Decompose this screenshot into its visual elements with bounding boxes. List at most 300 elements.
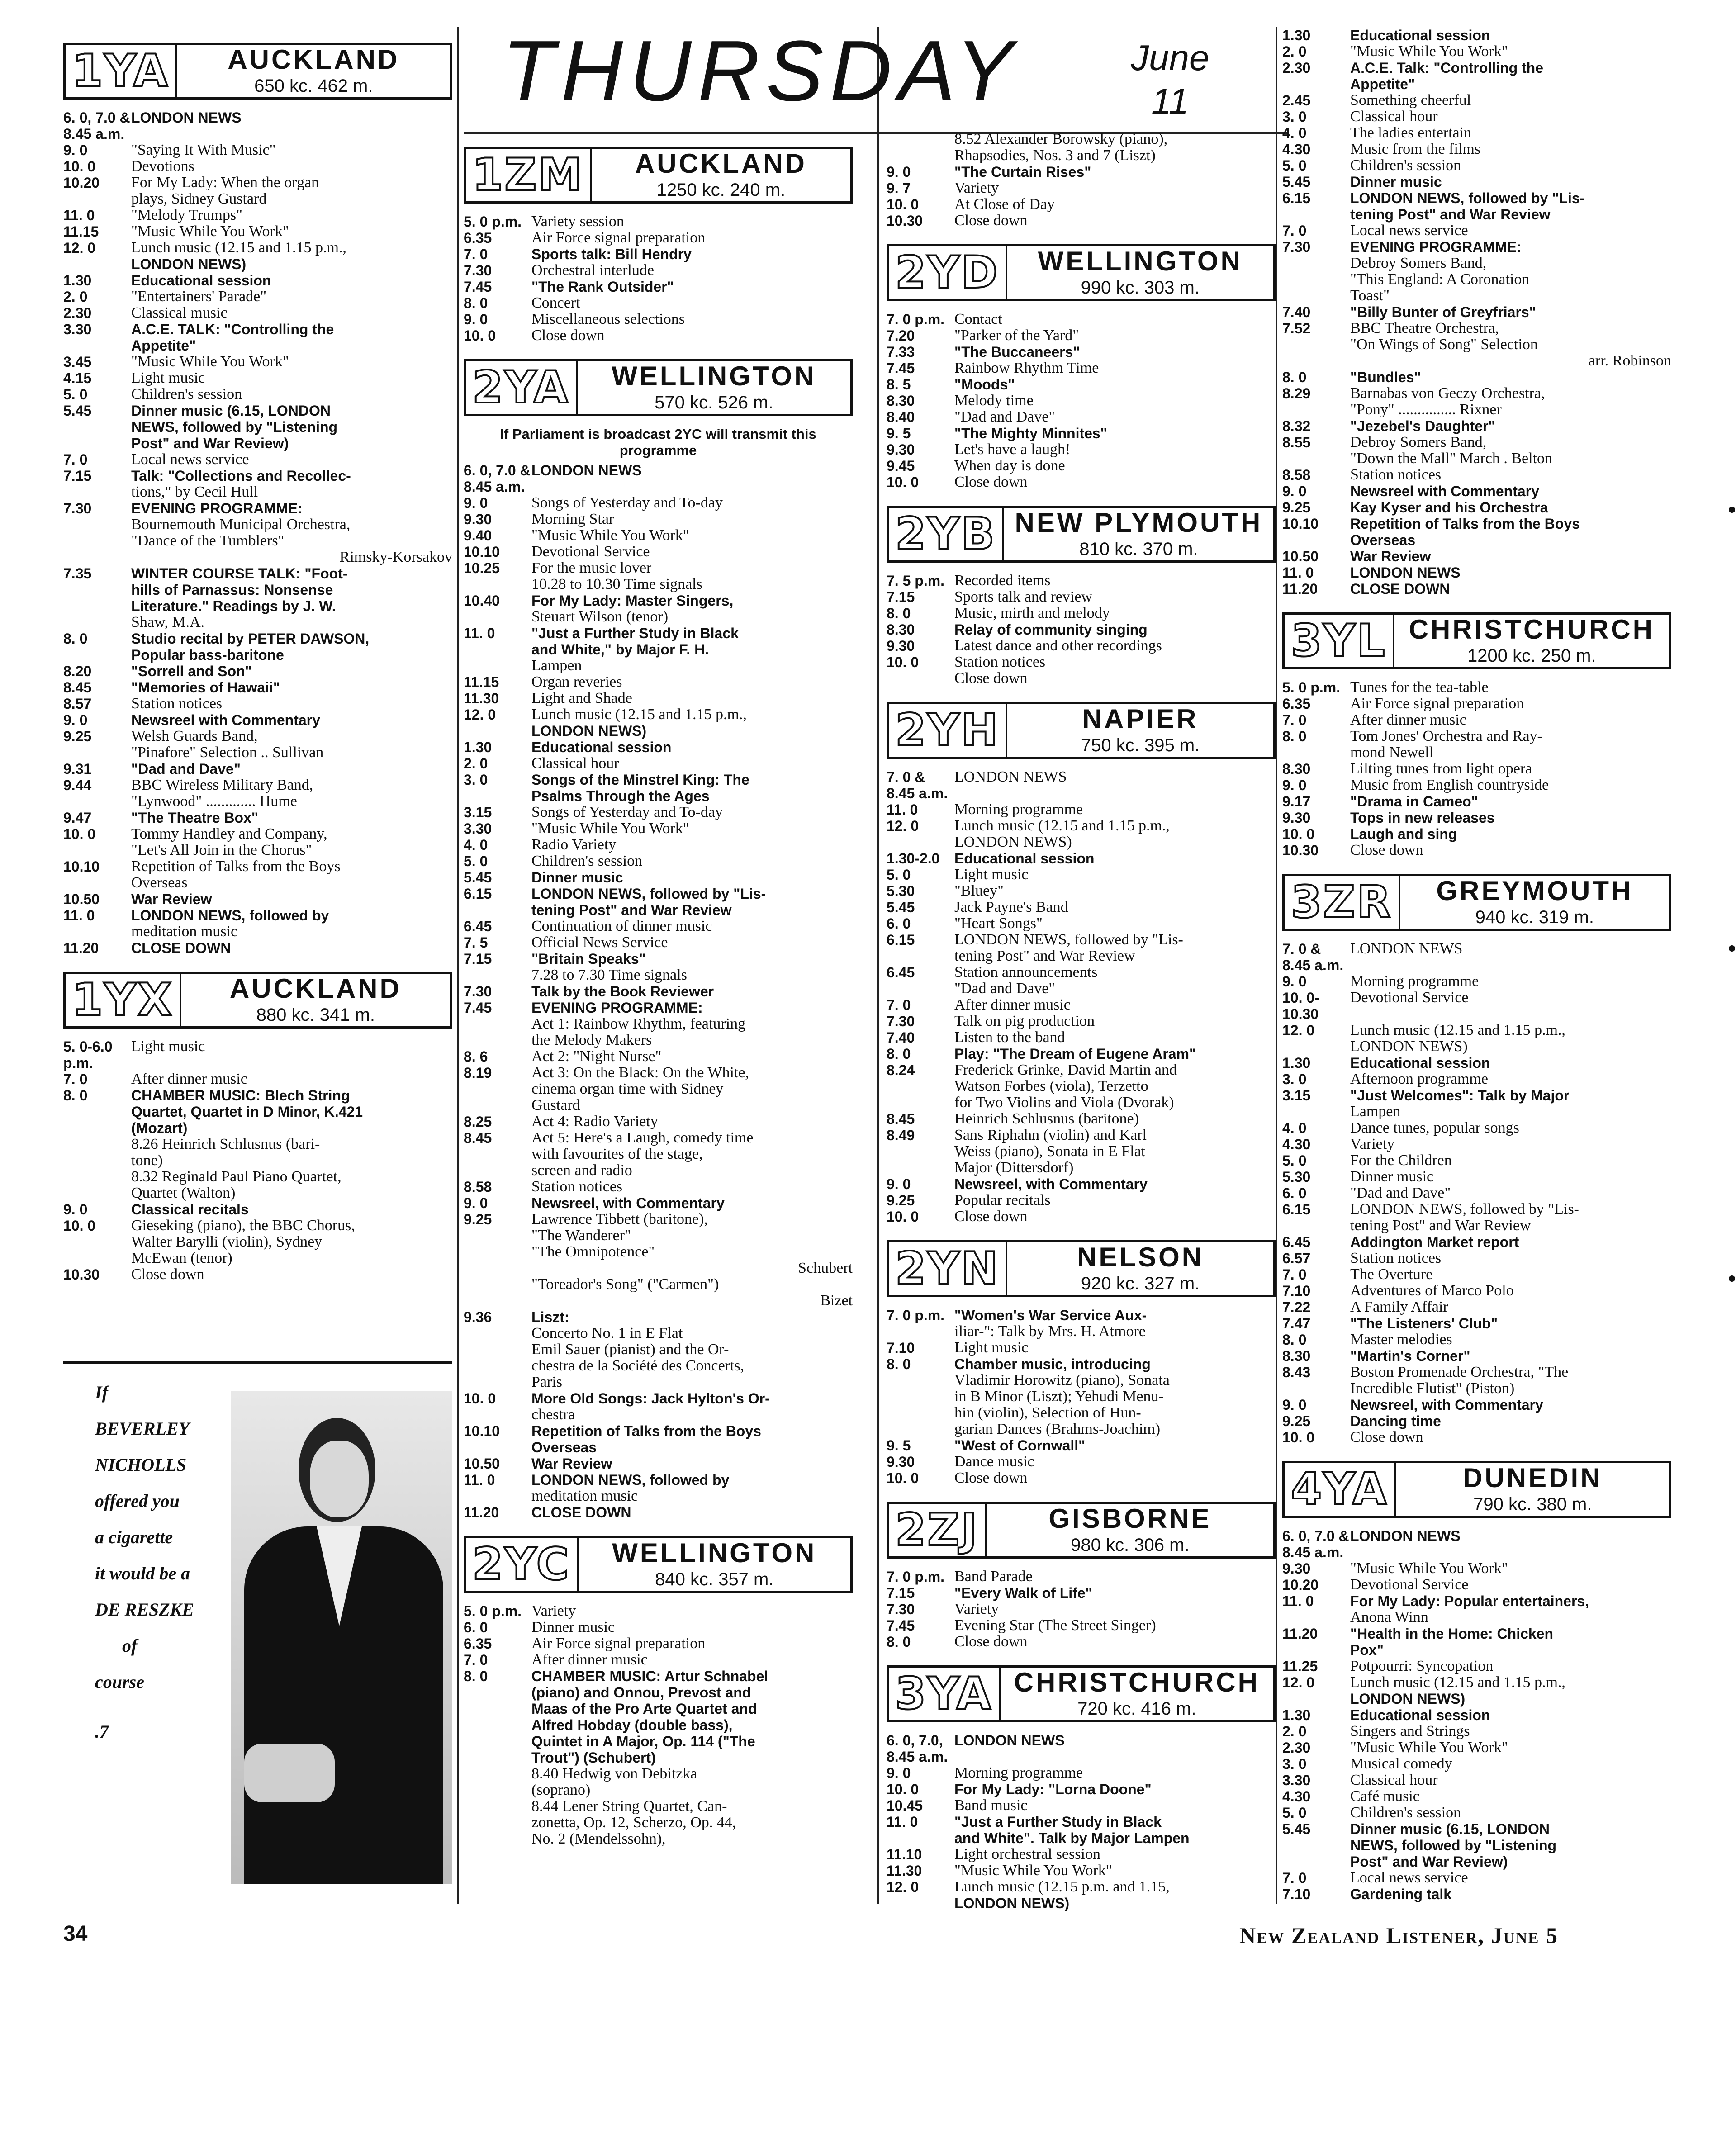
programme-item: "Lynwood" ............. Hume bbox=[131, 793, 297, 810]
programme-item: "Melody Trumps" bbox=[131, 207, 242, 223]
programme-item: Talk on pig production bbox=[954, 1013, 1095, 1029]
programme-row bbox=[887, 1634, 1276, 1650]
programme-row bbox=[464, 934, 853, 951]
programme-row bbox=[887, 1127, 1276, 1143]
programme-row bbox=[1282, 761, 1671, 777]
programme-item: Act 2: "Night Nurse" bbox=[531, 1048, 662, 1065]
programme-continuation bbox=[954, 1143, 1276, 1160]
programme-item: Toast" bbox=[1350, 287, 1390, 304]
programme-item: Close down bbox=[954, 1633, 1028, 1650]
programme-item: "Every Walk of Life" bbox=[954, 1585, 1092, 1601]
programme-item: Dinner music (6.15, LONDON bbox=[1350, 1821, 1550, 1837]
programme-row bbox=[63, 777, 452, 793]
programme-time: 12. 0 bbox=[887, 818, 919, 834]
programme-row bbox=[1282, 777, 1671, 793]
programme-time: 11. 0 bbox=[63, 907, 95, 924]
programme-item: Repetition of Talks from the Boys bbox=[131, 858, 341, 875]
programme-row bbox=[464, 706, 853, 723]
programme-item: War Review bbox=[1350, 548, 1431, 564]
programme-row bbox=[1282, 990, 1671, 1022]
programme-time: 10.40 bbox=[464, 593, 500, 609]
programme-row bbox=[63, 175, 452, 191]
programme-row bbox=[63, 696, 452, 712]
programme-item: Tom Jones' Orchestra and Ray- bbox=[1350, 728, 1542, 744]
station-frequency: 750 kc. 395 m. bbox=[1081, 735, 1200, 755]
programme-item: LONDON NEWS) bbox=[954, 834, 1072, 850]
programme-row bbox=[1282, 1397, 1671, 1413]
programme-row bbox=[887, 1046, 1276, 1062]
programme-item: Concert bbox=[531, 294, 580, 311]
programme-item: LONDON NEWS) bbox=[531, 723, 647, 739]
programme-item: Dinner music (6.15, LONDON bbox=[131, 403, 331, 419]
programme-row bbox=[1282, 174, 1671, 190]
station-info bbox=[1007, 248, 1274, 298]
page-date bbox=[1131, 36, 1209, 123]
programme-row bbox=[1282, 1429, 1671, 1446]
station-callsign: 3YL bbox=[1285, 615, 1394, 667]
programme-item: Gardening talk bbox=[1350, 1886, 1452, 1902]
programme-time: 7.30 bbox=[1282, 239, 1311, 255]
programme-item: Children's session bbox=[1350, 1804, 1461, 1821]
programme-time: 9. 0 bbox=[63, 1201, 88, 1218]
station-frequency: 990 kc. 303 m. bbox=[1081, 277, 1200, 298]
programme-continuation bbox=[531, 1815, 853, 1831]
programme-item: and White". Talk by Major Lampen bbox=[954, 1830, 1190, 1846]
programme-item: "Pony" ............... Rixner bbox=[1350, 401, 1502, 418]
programme-item: Air Force signal preparation bbox=[531, 1635, 706, 1652]
programme-composer bbox=[1282, 353, 1671, 369]
scan-mark bbox=[1729, 945, 1735, 952]
programme-time: 8.58 bbox=[464, 1179, 492, 1195]
programme-row bbox=[464, 853, 853, 869]
programme-item: Devotional Service bbox=[531, 543, 650, 560]
programme-item: Morning programme bbox=[1350, 973, 1479, 990]
programme-row bbox=[1282, 1234, 1671, 1250]
programme-row bbox=[63, 826, 452, 842]
programme-time: 9.30 bbox=[887, 638, 915, 654]
station-city: NELSON bbox=[1077, 1242, 1204, 1272]
programme-time: 9.31 bbox=[63, 761, 92, 777]
programme-item: LONDON NEWS, followed by bbox=[531, 1472, 730, 1488]
programme-row bbox=[464, 1390, 853, 1407]
programme-row bbox=[464, 262, 853, 279]
programme-item: Music from English countryside bbox=[1350, 777, 1549, 793]
programme-item: Singers and Strings bbox=[1350, 1723, 1470, 1740]
programme-continuation bbox=[531, 1749, 853, 1766]
programme-item: Devotional Service bbox=[1350, 989, 1469, 1006]
programme-row bbox=[63, 207, 452, 223]
programme-item: Dinner music bbox=[531, 869, 623, 886]
programme-item: Alfred Hobday (double bass), bbox=[531, 1717, 733, 1733]
programme-row bbox=[1282, 418, 1671, 434]
programme-item: Anona Winn bbox=[1350, 1609, 1428, 1626]
programme-row bbox=[1282, 810, 1671, 826]
programme-time: 10. 0 bbox=[464, 327, 496, 344]
programme-item: meditation music bbox=[131, 923, 238, 940]
programme-composer bbox=[464, 1260, 853, 1276]
programme-continuation bbox=[531, 1439, 853, 1455]
programme-item: for Two Violins and Viola (Dvorak) bbox=[954, 1094, 1174, 1111]
programme-continuation bbox=[131, 1152, 452, 1169]
programme-item: Local news service bbox=[1350, 1869, 1468, 1886]
programme-item: Band music bbox=[954, 1797, 1028, 1814]
programme-item: Recorded items bbox=[954, 572, 1051, 589]
programme-row bbox=[464, 1472, 853, 1488]
programme-item: 8.26 Heinrich Schlusnus (bari- bbox=[131, 1136, 320, 1152]
programme-item: Dinner music bbox=[1350, 174, 1442, 190]
programme-time: 8.57 bbox=[63, 696, 92, 712]
programme-item: More Old Songs: Jack Hylton's Or- bbox=[531, 1390, 770, 1407]
programme-time: 7.35 bbox=[63, 565, 92, 582]
programme-time: 10. 0 bbox=[63, 826, 96, 842]
programme-continuation bbox=[954, 1895, 1276, 1911]
programme-time: 6. 0 bbox=[1282, 1185, 1307, 1201]
programme-time: 8.43 bbox=[1282, 1364, 1311, 1380]
programme-item: LONDON NEWS, followed by "Lis- bbox=[954, 931, 1183, 948]
programme-item: 8.44 Lener String Quartet, Can- bbox=[531, 1798, 727, 1815]
programme-time: 9. 0 bbox=[63, 712, 88, 728]
station-city: GISBORNE bbox=[1048, 1503, 1212, 1534]
programme-item: When day is done bbox=[954, 457, 1065, 474]
programme-time: 8.20 bbox=[63, 663, 92, 679]
programme-continuation bbox=[131, 256, 452, 272]
programme-item: Radio Variety bbox=[531, 836, 617, 853]
programme-time: 7.10 bbox=[1282, 1886, 1311, 1902]
programme-time: 7.10 bbox=[887, 1340, 915, 1356]
programme-time: 5.45 bbox=[887, 899, 915, 915]
station-frequency: 570 kc. 526 m. bbox=[655, 392, 773, 412]
station-logo bbox=[1282, 1461, 1671, 1518]
programme-item: Lunch music (12.15 p.m. and 1.15, bbox=[954, 1878, 1170, 1895]
programme-item: Jack Payne's Band bbox=[954, 899, 1068, 915]
programme-item: Heinrich Schlusnus (baritone) bbox=[954, 1110, 1139, 1127]
programme-row bbox=[887, 654, 1276, 670]
programme-row bbox=[63, 386, 452, 403]
programme-item: LONDON NEWS, followed by "Lis- bbox=[1350, 190, 1585, 206]
programme-row bbox=[464, 772, 853, 788]
programme-continuation bbox=[1350, 1218, 1671, 1234]
programme-item: (piano) and Onnou, Prevost and bbox=[531, 1684, 751, 1701]
station-info bbox=[1007, 1244, 1273, 1294]
programme-row bbox=[887, 344, 1276, 360]
programme-row bbox=[63, 810, 452, 826]
programme-item: Tunes for the tea-table bbox=[1350, 679, 1489, 696]
programme-time: 1.30 bbox=[1282, 27, 1311, 43]
programme-time: 9. 0 bbox=[887, 164, 911, 180]
programme-item: Songs of Yesterday and To-day bbox=[531, 494, 723, 511]
programme-row bbox=[1282, 223, 1671, 239]
programme-item: tone) bbox=[131, 1152, 163, 1169]
programme-row bbox=[464, 1065, 853, 1081]
station-info bbox=[1400, 877, 1669, 928]
programme-item: Overseas bbox=[131, 874, 188, 891]
programme-item: Close down bbox=[954, 1208, 1028, 1225]
programme-item: "Let's All Join in the Chorus" bbox=[131, 842, 312, 858]
programme-item: chestra bbox=[531, 1406, 575, 1423]
programme-row bbox=[464, 462, 853, 495]
programme-row bbox=[63, 354, 452, 370]
programme-continuation bbox=[954, 1078, 1276, 1095]
programme-row bbox=[1282, 1201, 1671, 1218]
programme-item: cinema organ time with Sidney bbox=[531, 1081, 724, 1097]
programme-item: "On Wings of Song" Selection bbox=[1350, 336, 1538, 353]
programme-time: 9.30 bbox=[887, 1454, 915, 1470]
programme-item: Tops in new releases bbox=[1350, 810, 1495, 826]
programme-item: Sans Riphahn (violin) and Karl bbox=[954, 1127, 1147, 1143]
programme-item: Light music bbox=[131, 370, 205, 386]
programme-time: 10.20 bbox=[1282, 1577, 1319, 1593]
programme-row bbox=[63, 500, 452, 517]
programme-time: 9. 0 bbox=[887, 1765, 911, 1781]
programme-time: 9.25 bbox=[1282, 1413, 1311, 1429]
programme-row bbox=[464, 1619, 853, 1635]
programme-time: 7.15 bbox=[887, 1585, 915, 1601]
programme-row bbox=[1282, 385, 1671, 402]
programme-continuation bbox=[1350, 532, 1671, 548]
programme-row bbox=[887, 458, 1276, 474]
programme-item: CLOSE DOWN bbox=[131, 940, 231, 956]
programme-item: Dance music bbox=[954, 1453, 1034, 1470]
programme-row bbox=[1282, 581, 1671, 597]
programme-time: 8. 0 bbox=[1282, 728, 1307, 744]
programme-row bbox=[63, 289, 452, 305]
programme-item: LONDON NEWS bbox=[531, 462, 642, 479]
programme-item: Something cheerful bbox=[1350, 92, 1471, 109]
programme-item: Laugh and sing bbox=[1350, 826, 1457, 842]
programme-time: 7. 0 bbox=[1282, 1870, 1307, 1886]
station-callsign: 3ZR bbox=[1285, 876, 1400, 929]
programme-time: 8.25 bbox=[464, 1114, 492, 1130]
programme-continuation bbox=[131, 517, 452, 533]
programme-time: 1.30 bbox=[1282, 1055, 1311, 1071]
station-frequency: 980 kc. 306 m. bbox=[1071, 1535, 1190, 1555]
programme-time: 7.30 bbox=[63, 500, 92, 517]
programme-time: 6. 0 bbox=[887, 915, 911, 932]
programme-time: 6. 0, 7.0 & 8.45 a.m. bbox=[1282, 1528, 1349, 1560]
programme-row bbox=[887, 425, 1276, 441]
programme-row bbox=[63, 158, 452, 175]
column-1 bbox=[63, 27, 452, 1283]
programme-time: 7.15 bbox=[887, 589, 915, 605]
programme-item: "The Omnipotence" bbox=[531, 1243, 655, 1260]
programme-time: 5.30 bbox=[887, 883, 915, 899]
programme-time: 7. 0 bbox=[464, 246, 488, 262]
programme-row bbox=[1282, 1870, 1671, 1886]
programme-continuation bbox=[531, 1276, 853, 1293]
programme-item: 8.32 Reginald Paul Piano Quartet, bbox=[131, 1168, 342, 1185]
programme-row bbox=[1282, 125, 1671, 141]
programme-row bbox=[887, 883, 1276, 899]
programme-row bbox=[464, 837, 853, 853]
station-frequency: 810 kc. 370 m. bbox=[1079, 539, 1198, 559]
programme-item: "Toreador's Song" ("Carmen") bbox=[531, 1276, 719, 1293]
programme-row bbox=[464, 755, 853, 772]
programme-row bbox=[887, 1111, 1276, 1127]
programme-item: "Health in the Home: Chicken bbox=[1350, 1626, 1554, 1642]
programme-row bbox=[464, 1211, 853, 1228]
programme-row bbox=[464, 560, 853, 576]
programme-item: Lunch music (12.15 and 1.15 p.m., bbox=[531, 706, 747, 723]
programme-time: 9. 5 bbox=[887, 425, 911, 441]
programme-continuation bbox=[531, 1766, 853, 1782]
programme-item: Welsh Guards Band, bbox=[131, 728, 258, 744]
programme-row bbox=[887, 180, 1276, 196]
station-city: NEW PLYMOUTH bbox=[1015, 507, 1263, 538]
programme-item: "Music While You Work" bbox=[1350, 43, 1508, 60]
programme-continuation bbox=[131, 1169, 452, 1185]
programme-time: 10.30 bbox=[63, 1266, 100, 1283]
programme-continuation bbox=[1350, 1853, 1671, 1870]
programme-row bbox=[1282, 1626, 1671, 1642]
programme-continuation bbox=[131, 1104, 452, 1120]
programme-row bbox=[464, 820, 853, 837]
programme-time: 6.15 bbox=[464, 886, 492, 902]
programme-item: CHAMBER MUSIC: Blech String bbox=[131, 1087, 350, 1104]
station-frequency: 720 kc. 416 m. bbox=[1077, 1698, 1196, 1719]
programme-item: mond Newell bbox=[1350, 744, 1434, 761]
programme-item: EVENING PROGRAMME: bbox=[131, 500, 303, 517]
programme-row bbox=[1282, 1152, 1671, 1169]
programme-time: 8.30 bbox=[887, 393, 915, 409]
station-frequency: 880 kc. 341 m. bbox=[256, 1005, 375, 1025]
programme-row bbox=[63, 858, 452, 875]
programme-item: 8.40 Hedwig von Debitzka bbox=[531, 1765, 697, 1782]
programme-time: 7. 0 & 8.45 a.m. bbox=[1282, 941, 1344, 973]
programme-item: (soprano) bbox=[531, 1782, 591, 1798]
programme-item: "Pinafore" Selection .. Sullivan bbox=[131, 744, 324, 761]
programme-continuation bbox=[131, 842, 452, 858]
programme-item: Classical recitals bbox=[131, 1201, 249, 1218]
programme-time: 8.55 bbox=[1282, 434, 1311, 450]
programme-row bbox=[464, 1048, 853, 1065]
advert-line: it would be a bbox=[95, 1563, 190, 1583]
programme-row bbox=[887, 1029, 1276, 1046]
programme-time: 7.10 bbox=[1282, 1283, 1311, 1299]
programme-time: 8.29 bbox=[1282, 385, 1311, 402]
programme-item: Children's session bbox=[531, 853, 643, 869]
programme-row bbox=[1282, 434, 1671, 450]
programme-time: 11.20 bbox=[63, 940, 99, 956]
page-title: THURSDAY bbox=[502, 23, 1019, 119]
programme-item: War Review bbox=[131, 891, 212, 907]
programme-row bbox=[1282, 712, 1671, 728]
programme-time: 10. 0 bbox=[464, 1390, 496, 1407]
programme-row bbox=[63, 891, 452, 907]
programme-row bbox=[1282, 60, 1671, 76]
station-info bbox=[579, 1537, 850, 1590]
programme-time: 8.30 bbox=[1282, 761, 1311, 777]
programme-item: Educational session bbox=[1350, 1055, 1490, 1071]
composer-name: Rimsky-Korsakov bbox=[339, 549, 452, 565]
programme-row bbox=[464, 279, 853, 295]
programme-item: Classical music bbox=[131, 304, 228, 321]
programme-row bbox=[887, 1765, 1276, 1781]
programme-row bbox=[63, 761, 452, 777]
programme-row bbox=[464, 295, 853, 311]
programme-item: screen and radio bbox=[531, 1162, 632, 1179]
programme-item: "Dad and Dave" bbox=[954, 980, 1055, 997]
masthead: New Zealand Listener, June 5 bbox=[1239, 1923, 1559, 1948]
programme-row bbox=[887, 1601, 1276, 1617]
programme-item: "This England: A Coronation bbox=[1350, 271, 1530, 288]
programme-item: "Dance of the Tumblers" bbox=[131, 532, 285, 549]
programme-item: (Mozart) bbox=[131, 1120, 188, 1136]
programme-item: "The Theatre Box" bbox=[131, 810, 259, 826]
programme-item: Act 1: Rainbow Rhythm, featuring bbox=[531, 1015, 746, 1032]
programme-item: For My Lady: Popular entertainers, bbox=[1350, 1593, 1589, 1609]
programme-row bbox=[1282, 141, 1671, 157]
programme-item: Debroy Somers Band, bbox=[1350, 255, 1487, 271]
programme-item: Shaw, M.A. bbox=[131, 614, 205, 630]
programme-item: "Heart Songs" bbox=[954, 915, 1043, 932]
programme-item: The ladies entertain bbox=[1350, 124, 1472, 141]
programme-time: 7.45 bbox=[887, 360, 915, 376]
programme-row bbox=[1282, 1528, 1671, 1560]
programme-row bbox=[63, 679, 452, 696]
programme-time: 3. 0 bbox=[1282, 1071, 1307, 1087]
programme-row bbox=[1282, 1805, 1671, 1821]
programme-continuation bbox=[131, 533, 452, 549]
programme-item: Repetition of Talks from the Boys bbox=[1350, 516, 1580, 532]
advert-photo bbox=[231, 1391, 452, 1884]
station-city: CHRISTCHURCH bbox=[1409, 614, 1655, 645]
programme-row bbox=[887, 441, 1276, 458]
programme-item: Paris bbox=[531, 1374, 562, 1390]
programme-item: "The Rank Outsider" bbox=[531, 279, 674, 295]
programme-continuation bbox=[131, 1136, 452, 1152]
programme-item: 7.28 to 7.30 Time signals bbox=[531, 967, 687, 983]
programme-item: LONDON NEWS) bbox=[131, 256, 247, 272]
programme-continuation bbox=[531, 1081, 853, 1097]
programme-row bbox=[887, 850, 1276, 867]
station-callsign: 1ZM bbox=[466, 149, 592, 201]
programme-continuation bbox=[1350, 76, 1671, 92]
programme-time: 8. 0 bbox=[1282, 369, 1307, 385]
programme-item: Close down bbox=[954, 1469, 1028, 1486]
programme-continuation bbox=[131, 484, 452, 500]
station-logo bbox=[464, 1536, 853, 1593]
programme-item: Lunch music (12.15 and 1.15 p.m., bbox=[1350, 1022, 1565, 1038]
programme-item: Educational session bbox=[954, 850, 1095, 867]
programme-continuation bbox=[1350, 402, 1671, 418]
station-callsign: 2YB bbox=[889, 508, 1004, 560]
programme-time: 9. 0 bbox=[464, 1195, 488, 1211]
programme-item: Lilting tunes from light opera bbox=[1350, 760, 1532, 777]
programme-time: 11.15 bbox=[63, 223, 99, 240]
programme-time: 11.20 bbox=[1282, 1626, 1318, 1642]
programme-row bbox=[464, 1603, 853, 1619]
programme-row bbox=[887, 360, 1276, 376]
programme-item: Weiss (piano), Sonata in E Flat bbox=[954, 1143, 1146, 1160]
programme-item: Station notices bbox=[954, 654, 1046, 670]
column-4 bbox=[1282, 27, 1671, 1902]
programme-time: 2. 0 bbox=[1282, 43, 1307, 60]
programme-item: hin (violin), Selection of Hun- bbox=[954, 1404, 1141, 1421]
programme-time: 5. 0 p.m. bbox=[1282, 679, 1341, 696]
programme-time: 8. 0 bbox=[887, 1046, 911, 1062]
programme-time: 10.45 bbox=[887, 1797, 923, 1814]
programme-time: 7. 0 bbox=[1282, 1266, 1307, 1283]
programme-row bbox=[464, 1668, 853, 1684]
programme-time: 11.20 bbox=[464, 1504, 499, 1521]
programme-row bbox=[464, 1000, 853, 1016]
programme-item: LONDON NEWS, followed by "Lis- bbox=[1350, 1201, 1579, 1218]
programme-item: Play: "The Dream of Eugene Aram" bbox=[954, 1046, 1196, 1062]
programme-item: LONDON NEWS) bbox=[1350, 1691, 1466, 1707]
programme-item: Classical hour bbox=[1350, 1772, 1438, 1788]
programme-time: 9. 0 bbox=[1282, 777, 1307, 793]
programme-row bbox=[1282, 1707, 1671, 1723]
